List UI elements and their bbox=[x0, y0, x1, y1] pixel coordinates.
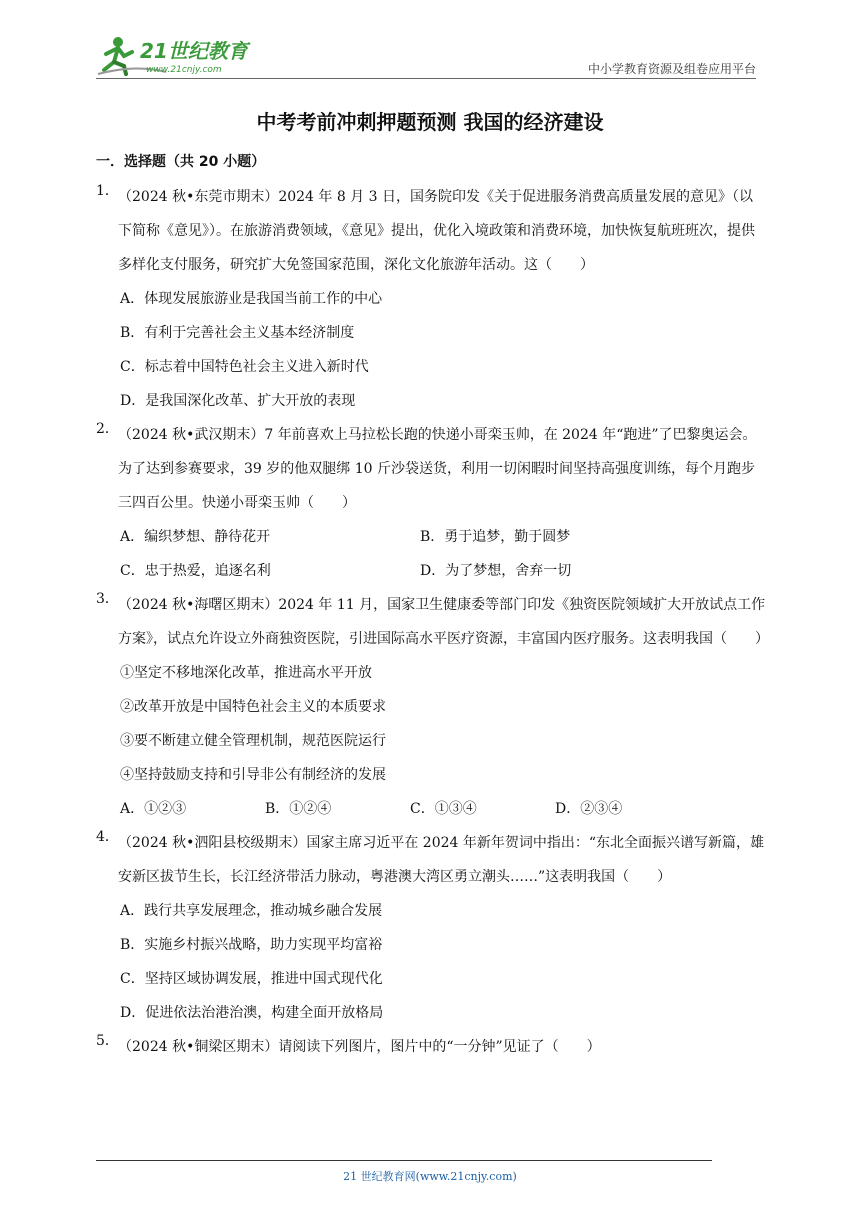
statement-2: ②改革开放是中国特色社会主义的本质要求 bbox=[120, 699, 386, 715]
question-3 bbox=[96, 588, 769, 826]
statement-1: ①坚定不移地深化改革，推进高水平开放 bbox=[120, 665, 372, 681]
question-5 bbox=[96, 1030, 766, 1064]
footer-link[interactable]: 21 世纪教育网(www.21cnjy.com) bbox=[343, 1170, 517, 1183]
question-1 bbox=[96, 180, 766, 418]
question-number: 5． bbox=[96, 1033, 119, 1049]
question-stem: （2024 秋•铜梁区期末）请阅读下列图片，图片中的“一分钟”见证了（ ） bbox=[118, 1039, 601, 1055]
header-divider bbox=[96, 78, 756, 79]
statement-3: ③要不断建立健全管理机制，规范医院运行 bbox=[120, 733, 386, 749]
platform-name: 中小学教育资源及组卷应用平台 bbox=[587, 62, 756, 76]
option-b[interactable]: B．勇于追梦，勤于圆梦 bbox=[420, 529, 571, 545]
question-stem: （2024 秋•东莞市期末）2024 年 8 月 3 日，国务院印发《关于促进服务消费高质量发展的意见》（以下简称《意见》）。在旅游消费领域，《意见》提出，优化入境政策和消费环境，加快恢复航班班次，提供多样化支付服务，研究扩大免签国家范围，深化文化旅游年活动。这（ ） bbox=[118, 189, 755, 273]
question-stem: （2024 秋•泗阳县校级期末）国家主席习近平在 2024 年新年贺词中指出：“东北全面振兴谱写新篇，雄安新区拔节生长，长江经济带活力脉动，粤港澳大湾区勇立潮头……”这表明我国（ ） bbox=[118, 835, 765, 885]
option-c[interactable]: C．忠于热爱，追逐名利 bbox=[120, 563, 271, 579]
statement-4: ④坚持鼓励支持和引导非公有制经济的发展 bbox=[120, 767, 386, 783]
option-b[interactable]: B．实施乡村振兴战略，助力实现平均富裕 bbox=[120, 937, 383, 953]
question-stem: （2024 秋•武汉期末）7 年前喜欢上马拉松长跑的快递小哥栾玉帅，在 2024 年“跑进”了巴黎奥运会。为了达到参赛要求，39 岁的他双腿绑 10 斤沙袋送货，利用一切闲暇时间坚持高强度训练，每个月跑步三四百公里。快递小哥栾玉帅（ ） bbox=[118, 427, 757, 511]
option-b[interactable]: B．①②④ bbox=[265, 801, 332, 817]
site-logo bbox=[96, 34, 266, 78]
question-number: 4． bbox=[96, 829, 119, 845]
option-a[interactable]: A．编织梦想、静待花开 bbox=[120, 529, 271, 545]
option-d[interactable]: D．为了梦想，舍弃一切 bbox=[420, 563, 572, 579]
section-heading: 一．选择题（共 20 小题） bbox=[96, 154, 266, 170]
question-4 bbox=[96, 826, 766, 1030]
option-c[interactable]: C．①③④ bbox=[410, 801, 477, 817]
question-stem: （2024 秋•海曙区期末）2024 年 11 月，国家卫生健康委等部门印发《独资医院领域扩大开放试点工作方案》，试点允许设立外商独资医院，引进国际高水平医疗资源，丰富国内医疗服务。这表明我国（ ） bbox=[118, 597, 769, 647]
option-d[interactable]: D．促进依法治港治澳，构建全面开放格局 bbox=[120, 1005, 384, 1021]
question-number: 1． bbox=[96, 183, 119, 199]
option-a[interactable]: A．践行共享发展理念，推动城乡融合发展 bbox=[120, 903, 383, 919]
option-b[interactable]: B．有利于完善社会主义基本经济制度 bbox=[120, 325, 355, 341]
question-list bbox=[96, 180, 769, 1064]
option-c[interactable]: C．标志着中国特色社会主义进入新时代 bbox=[120, 359, 369, 375]
question-number: 3． bbox=[96, 591, 119, 607]
option-d[interactable]: D．②③④ bbox=[555, 801, 623, 817]
option-a[interactable]: A．体现发展旅游业是我国当前工作的中心 bbox=[120, 291, 383, 307]
option-d[interactable]: D．是我国深化改革、扩大开放的表现 bbox=[120, 393, 356, 409]
runner-logo-icon bbox=[96, 34, 266, 78]
option-c[interactable]: C．坚持区域协调发展，推进中国式现代化 bbox=[120, 971, 383, 987]
footer-divider bbox=[96, 1160, 712, 1161]
logo-text: 21世纪教育 bbox=[140, 39, 248, 63]
logo-url: www.21cnjy.com bbox=[146, 65, 222, 75]
question-2 bbox=[96, 418, 766, 588]
option-a[interactable]: A．①②③ bbox=[120, 801, 187, 817]
page-title: 中考考前冲刺押题预测 我国的经济建设 bbox=[256, 110, 604, 134]
question-number: 2． bbox=[96, 421, 119, 437]
